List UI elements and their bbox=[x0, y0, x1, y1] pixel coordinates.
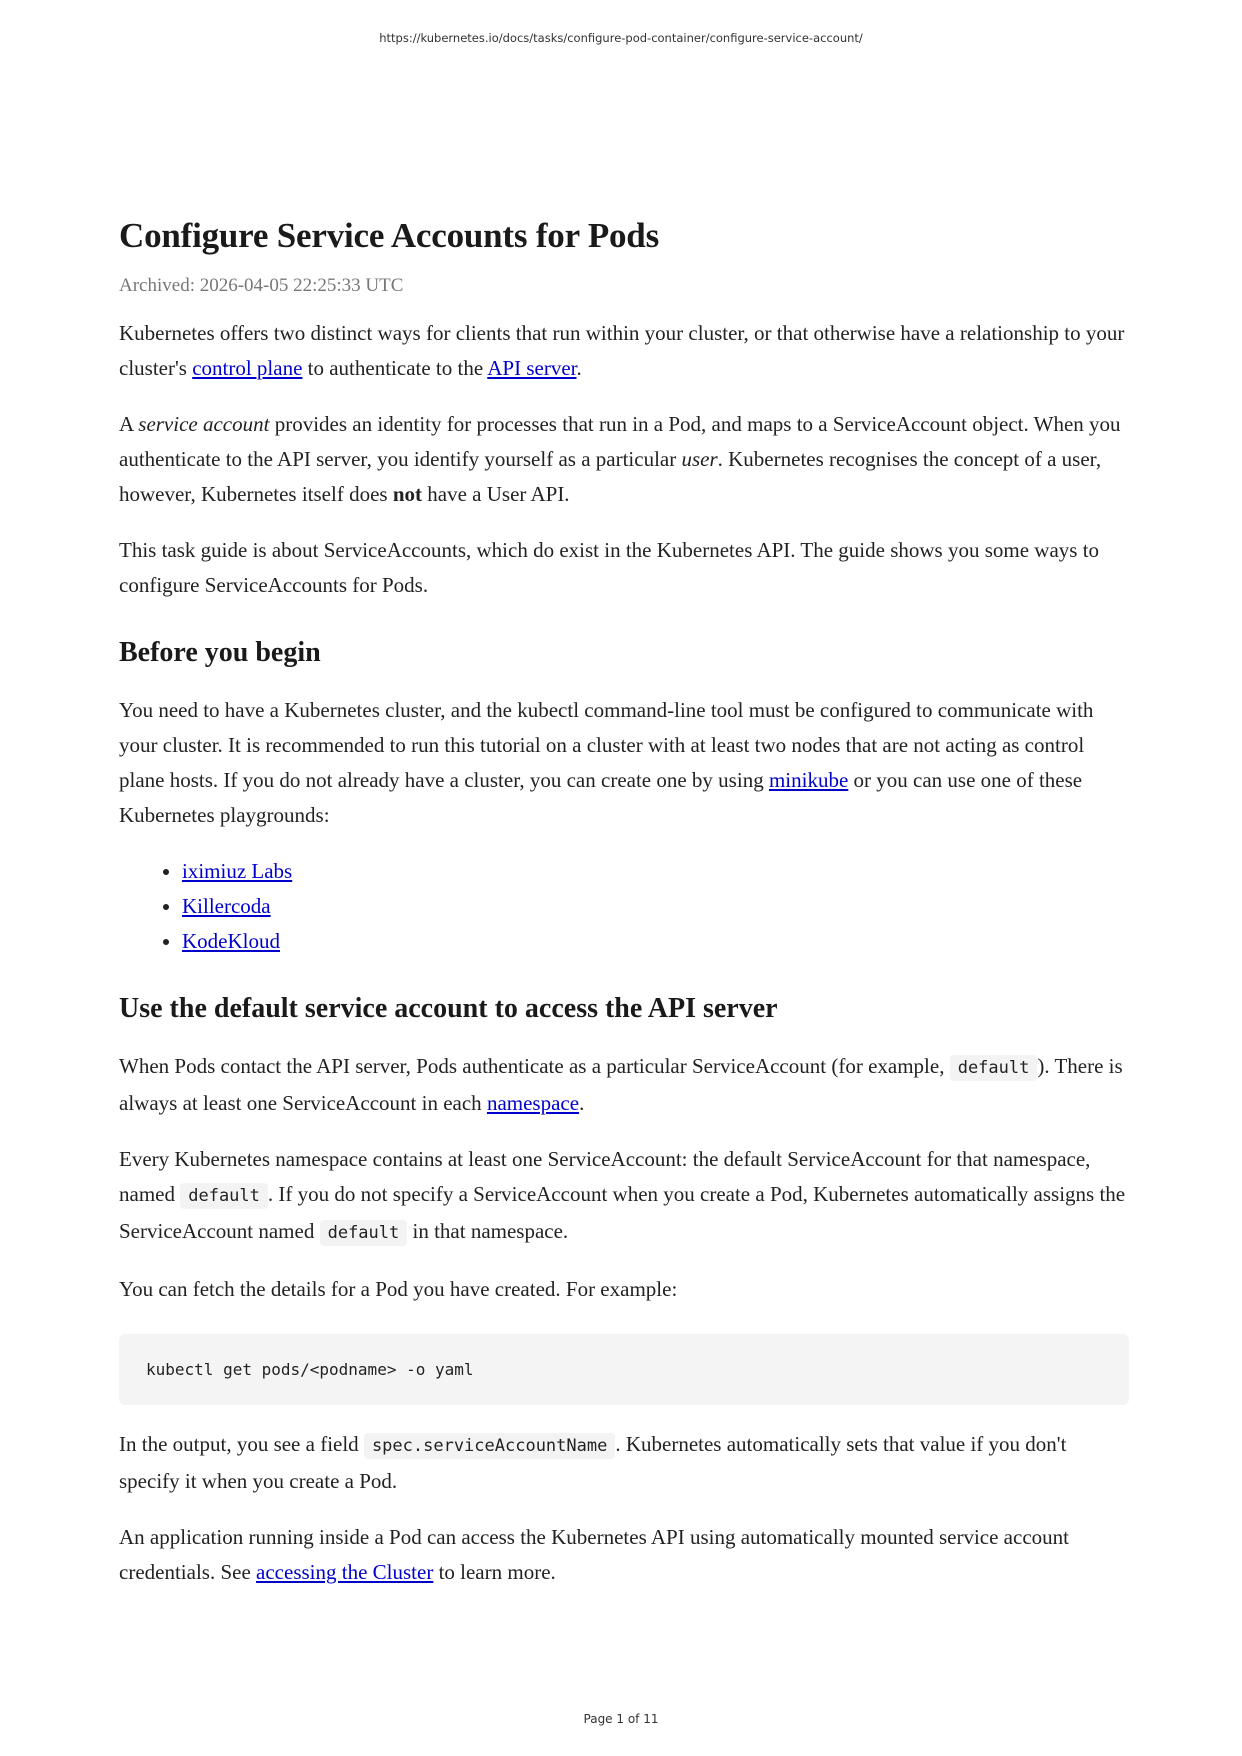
list-item bbox=[182, 854, 1129, 889]
p1-text-3: . bbox=[579, 1091, 585, 1115]
api-server-link[interactable]: API server bbox=[487, 356, 577, 380]
iximiuz-labs-link[interactable]: iximiuz Labs bbox=[182, 859, 293, 883]
sa-text-1: A bbox=[119, 412, 139, 436]
control-plane-link[interactable]: control plane bbox=[192, 356, 303, 380]
p2-text-3: in that namespace. bbox=[407, 1219, 569, 1243]
p4-text-2: . Kubernetes automatically sets that value if you don't specify it when you create a Pod. bbox=[119, 1432, 1067, 1493]
p2-text-2: . If you do not specify a ServiceAccount when you create a Pod, Kubernetes automatically assigns the ServiceAccount named bbox=[119, 1182, 1126, 1243]
service-account-name-paragraph bbox=[119, 1427, 1129, 1499]
inline-code-default: default bbox=[950, 1055, 1038, 1081]
before-paragraph bbox=[119, 693, 1129, 833]
killercoda-link[interactable]: Killercoda bbox=[182, 894, 271, 918]
intro-text-3: . bbox=[576, 356, 582, 380]
p1-text-1: When Pods contact the API server, Pods authenticate as a particular ServiceAccount (for example, bbox=[119, 1054, 950, 1078]
inline-code-default: default bbox=[320, 1220, 408, 1246]
page-title: Configure Service Accounts for Pods bbox=[119, 216, 659, 255]
p1-text-2: ). There is always at least one ServiceAccount in each bbox=[119, 1054, 1123, 1115]
namespace-default-paragraph bbox=[119, 1142, 1129, 1251]
p5-text-2: to learn more. bbox=[433, 1560, 556, 1584]
application-access-paragraph bbox=[119, 1520, 1129, 1590]
service-account-paragraph bbox=[119, 407, 1129, 512]
sa-strong-not: not bbox=[392, 482, 423, 506]
page-url-header: https://kubernetes.io/docs/tasks/configure-pod-container/configure-service-account/ bbox=[379, 31, 863, 45]
sa-text-4: have a User API. bbox=[422, 482, 570, 506]
pods-authenticate-paragraph bbox=[119, 1049, 1129, 1121]
fetch-details-paragraph: You can fetch the details for a Pod you have created. For example: bbox=[119, 1277, 678, 1301]
code-block: kubectl get pods/<podname> -o yaml bbox=[119, 1334, 1129, 1405]
playground-list bbox=[119, 854, 1129, 959]
intro-paragraph bbox=[119, 316, 1129, 386]
section-heading-before-you-begin: Before you begin bbox=[119, 637, 321, 668]
archived-timestamp: Archived: 2026-04-05 22:25:33 UTC bbox=[119, 275, 404, 296]
accessing-cluster-link[interactable]: accessing the Cluster bbox=[256, 1560, 434, 1584]
before-text-1: You need to have a Kubernetes cluster, and the kubectl command-line tool must be configured to communicate with your cluster. It is recommended to run this tutorial on a cluster with at least two nodes that are not acting as control plane hosts. If you do not already have a cluster, you can create one by using bbox=[119, 698, 1094, 792]
sa-emphasis-service-account: service account bbox=[138, 412, 270, 436]
minikube-link[interactable]: minikube bbox=[768, 768, 849, 792]
page-number: Page 1 of 11 bbox=[583, 1712, 659, 1726]
guide-paragraph: This task guide is about ServiceAccounts, which do exist in the Kubernetes API. The guide shows you some ways to configure ServiceAccounts for Pods. bbox=[119, 538, 1100, 597]
sa-emphasis-user: user bbox=[681, 447, 718, 471]
p5-text-1: An application running inside a Pod can access the Kubernetes API using automatically mounted service account credentials. See bbox=[119, 1525, 1069, 1584]
p4-text-1: In the output, you see a field bbox=[119, 1432, 364, 1456]
p2-text-1: Every Kubernetes namespace contains at least one ServiceAccount: the default ServiceAccount for that namespace, named bbox=[119, 1147, 1091, 1206]
section-heading-default-service-account: Use the default service account to access the API server bbox=[119, 993, 778, 1024]
inline-code-default: default bbox=[180, 1183, 268, 1209]
document-content bbox=[119, 210, 1129, 1590]
list-item bbox=[182, 924, 1129, 959]
inline-code-spec-field: spec.serviceAccountName bbox=[364, 1433, 615, 1459]
sa-text-2: provides an identity for processes that run in a Pod, and maps to a ServiceAccount object. When you authenticate to the API server, you identify yourself as a particular bbox=[119, 412, 1121, 471]
intro-text-2: to authenticate to the bbox=[302, 356, 488, 380]
intro-text-1: Kubernetes offers two distinct ways for clients that run within your cluster, or that otherwise have a relationship to your cluster's bbox=[119, 321, 1125, 380]
namespace-link[interactable]: namespace bbox=[486, 1091, 580, 1115]
before-text-2: or you can use one of these Kubernetes playgrounds: bbox=[119, 768, 1083, 827]
sa-text-3: . Kubernetes recognises the concept of a user, however, Kubernetes itself does bbox=[119, 447, 1102, 506]
kodekloud-link[interactable]: KodeKloud bbox=[182, 929, 280, 953]
list-item bbox=[182, 889, 1129, 924]
